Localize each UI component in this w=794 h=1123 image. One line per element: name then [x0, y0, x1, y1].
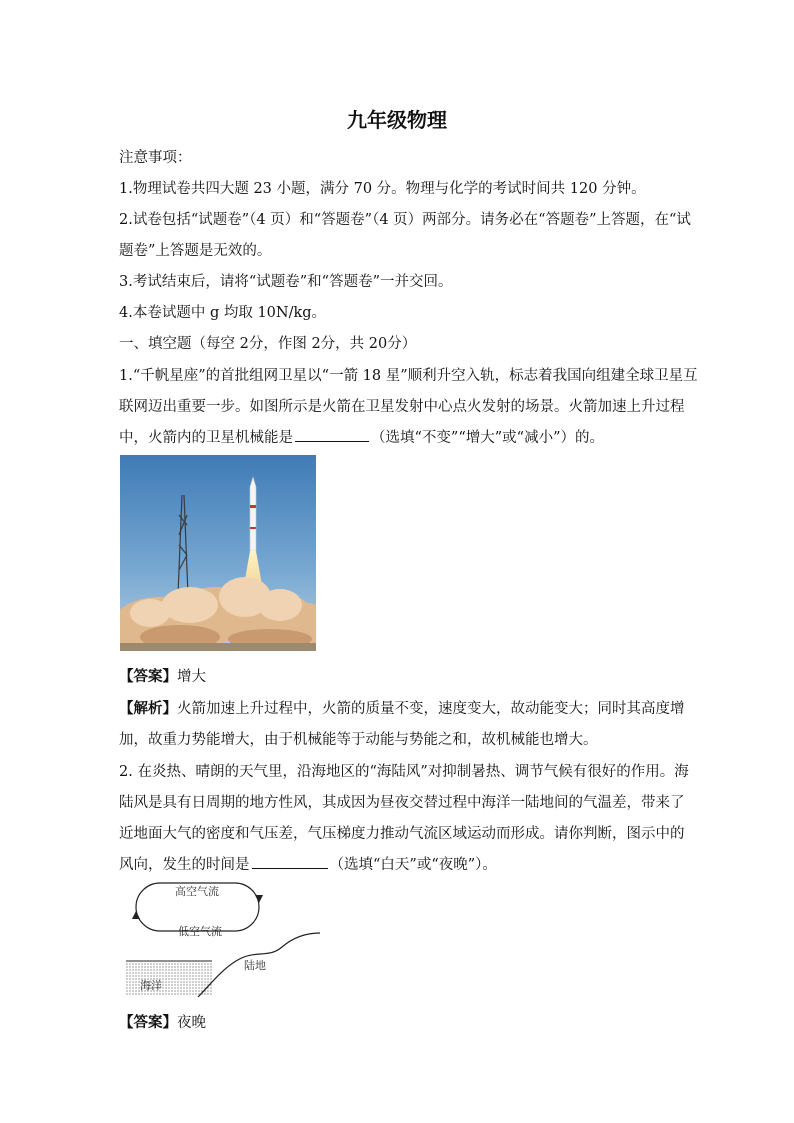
- q2-answer-blank: [252, 854, 328, 869]
- q1-line-3: [119, 426, 604, 447]
- land-label: 陆地: [244, 959, 266, 972]
- q1-analysis-line-1: [119, 697, 685, 718]
- q2-answer-value: 夜晚: [177, 1015, 206, 1031]
- notice-item-2-line-2: 题卷”上答题是无效的。: [119, 243, 272, 259]
- sea-land-breeze-diagram: [120, 873, 325, 1003]
- notice-heading: 注意事项：: [119, 150, 192, 166]
- q2-line-3: 近地面大气的密度和气压差，气压梯度力推动气流区域运动而形成。请你判断，图示中的: [119, 826, 685, 842]
- notice-item-2-line-1: 2.试卷包括“试题卷”（4 页）和“答题卷”（4 页）两部分。请务必在“答题卷”上答题，在“试: [119, 212, 691, 228]
- notice-item-4: 4.本卷试题中 g 均取 10N/kg。: [119, 305, 327, 321]
- q1-line-1: 1.“千帆星座”的首批组网卫星以“一箭 18 星”顺利升空入轨，标志着我国向组建全球卫星互: [119, 368, 698, 384]
- upper-airflow-label: 高空气流: [175, 885, 219, 898]
- q1-line-3-post: （选填“不变”“增大”或“减小”）的。: [371, 430, 604, 446]
- notice-item-1: 1.物理试卷共四大题 23 小题，满分 70 分。物理与化学的考试时间共 120 分钟。: [119, 181, 646, 197]
- q2-line-4-pre: 风向，发生的时间是: [119, 857, 250, 873]
- notice-item-3: 3.考试结束后，请将“试题卷”和“答题卷”一并交回。: [119, 274, 453, 290]
- q2-line-1: 2. 在炎热、晴朗的天气里，沿海地区的“海陆风”对抑制暑热、调节气候有很好的作用。海: [119, 764, 689, 780]
- q1-answer-blank: [295, 427, 369, 442]
- page-title: 九年级物理: [347, 108, 447, 132]
- q1-answer-label: 【答案】: [119, 668, 177, 685]
- q1-answer-value: 增大: [177, 669, 206, 685]
- q1-line-2: 联网迈出重要一步。如图所示是火箭在卫星发射中心点火发射的场景。火箭加速上升过程: [119, 399, 685, 415]
- section-heading: 一、填空题（每空 2分，作图 2分，共 20分）: [119, 336, 417, 352]
- sea-label: 海洋: [140, 979, 162, 992]
- q2-line-4: [119, 853, 497, 874]
- sea-area: [126, 961, 212, 995]
- lower-airflow-label: 低空气流: [178, 925, 222, 938]
- q2-answer: [119, 1011, 206, 1032]
- q1-answer: [119, 665, 206, 686]
- rocket-launch-photo: [120, 455, 316, 651]
- arrow-right-side: [255, 895, 263, 903]
- q2-line-4-post: （选填“白天”或“夜晚”）。: [329, 857, 497, 873]
- q1-analysis-text-1: 火箭加速上升过程中，火箭的质量不变，速度变大，故动能变大；同时其高度增: [177, 701, 685, 717]
- q2-line-2: 陆风是具有日周期的地方性风，其成因为昼夜交替过程中海洋一陆地间的气温差，带来了: [119, 795, 685, 811]
- q1-analysis-line-2: 加，故重力势能增大，由于机械能等于动能与势能之和，故机械能也增大。: [119, 732, 598, 748]
- q2-answer-label: 【答案】: [119, 1014, 177, 1031]
- q1-line-3-pre: 中，火箭内的卫星机械能是: [119, 430, 293, 446]
- q1-analysis-label: 【解析】: [119, 700, 177, 717]
- arrow-left-side: [132, 911, 140, 919]
